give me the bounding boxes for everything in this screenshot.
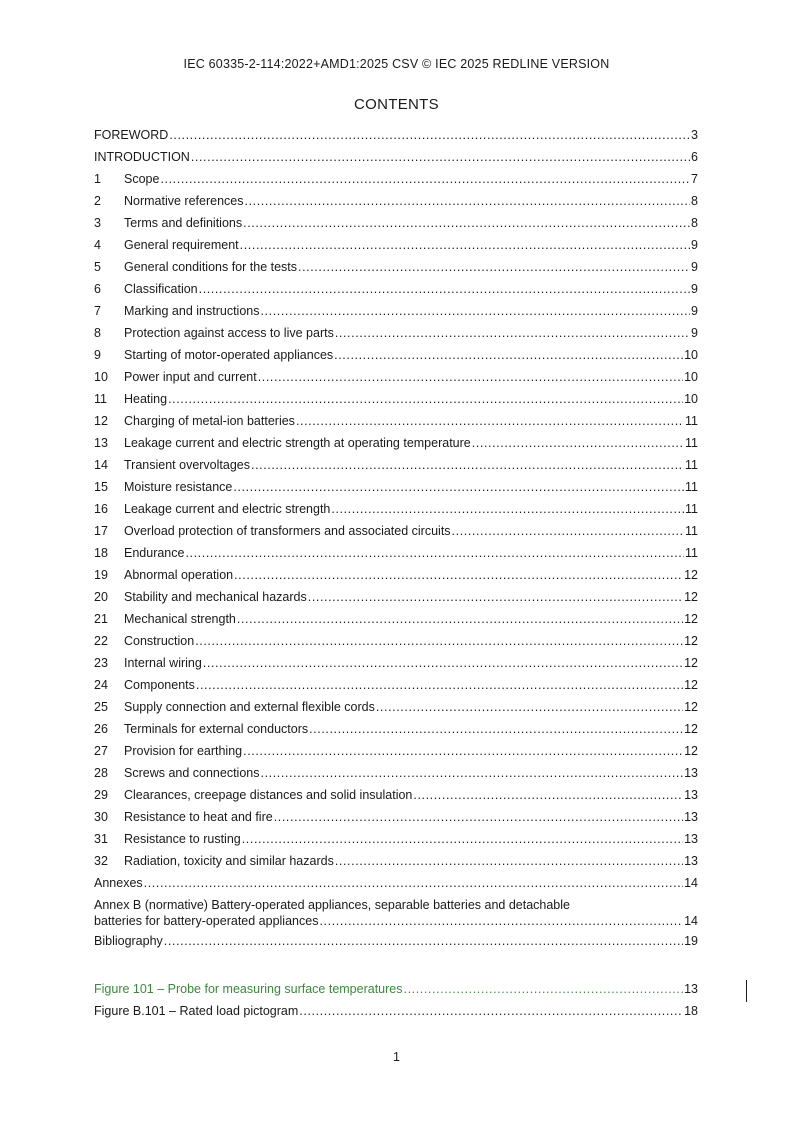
toc-entry-clause-21[interactable] [94, 608, 698, 630]
toc-entry-number: 29 [94, 788, 108, 802]
dot-leader [335, 850, 683, 872]
toc-entry-clause-8[interactable] [94, 322, 698, 344]
toc-entry-clause-26[interactable] [94, 718, 698, 740]
page-header: IEC 60335-2-114:2022+AMD1:2025 CSV © IEC 2025 REDLINE VERSION [183, 57, 610, 71]
toc-entry-title: Bibliography [94, 934, 163, 948]
toc-entry-title: Terminals for external conductors [124, 722, 309, 736]
dot-leader [258, 366, 683, 388]
dot-leader [404, 978, 684, 1000]
dot-leader [243, 212, 690, 234]
toc-entry-page: 14 [684, 914, 698, 928]
toc-entry-title: Internal wiring [124, 656, 202, 670]
dot-leader [233, 476, 684, 498]
toc-entry-title-line2: batteries for battery-operated appliances [94, 914, 319, 928]
toc-entry-title: Terms and definitions [124, 216, 243, 230]
toc-entry-foreword[interactable] [94, 124, 698, 146]
toc-entry-clause-24[interactable] [94, 674, 698, 696]
toc-entry-number: 9 [94, 348, 101, 362]
toc-entry-number: 11 [94, 392, 107, 406]
clause-list [94, 168, 698, 872]
toc-entry-page: 9 [691, 238, 698, 252]
dot-leader [234, 564, 683, 586]
dot-leader [251, 454, 684, 476]
toc-entry-page: 13 [684, 982, 698, 996]
dot-leader [185, 542, 684, 564]
toc-entry-clause-16[interactable] [94, 498, 698, 520]
toc-entry-number: 7 [94, 304, 101, 318]
toc-entry-page: 8 [691, 216, 698, 230]
toc-entry-clause-17[interactable] [94, 520, 698, 542]
toc-entry-title: Supply connection and external flexible cords [124, 700, 375, 714]
toc-entry-page: 13 [684, 854, 698, 868]
toc-entry-page: 14 [684, 876, 698, 890]
toc-entry-number: 25 [94, 700, 108, 714]
dot-leader [164, 930, 683, 952]
toc-entry-number: 20 [94, 590, 108, 604]
toc-entry-clause-13[interactable] [94, 432, 698, 454]
toc-entry-title: Endurance [124, 546, 185, 560]
toc-entry-page: 9 [691, 326, 698, 340]
toc-entry-title: Resistance to heat and fire [124, 810, 273, 824]
dot-leader [240, 234, 690, 256]
toc-entry-clause-19[interactable] [94, 564, 698, 586]
toc-entry-number: 27 [94, 744, 108, 758]
toc-entry-clause-20[interactable] [94, 586, 698, 608]
toc-entry-title: Protection against access to live parts [124, 326, 334, 340]
toc-entry-title: Normative references [124, 194, 244, 208]
toc-entry-page: 13 [684, 832, 698, 846]
toc-entry-title: Provision for earthing [124, 744, 243, 758]
contents-title: CONTENTS [354, 96, 439, 113]
toc-entry-title-line1: Annex B (normative) Battery-operated appliances, separable batteries and detachable [94, 898, 570, 912]
dot-leader [309, 718, 683, 740]
toc-entry-clause-3[interactable] [94, 212, 698, 234]
toc-entry-title: Annexes [94, 876, 143, 890]
dot-leader [203, 652, 683, 674]
toc-entry-introduction[interactable] [94, 146, 698, 168]
toc-entry-number: 18 [94, 546, 108, 560]
toc-entry-clause-30[interactable] [94, 806, 698, 828]
dot-leader [196, 674, 683, 696]
toc-entry-page: 3 [691, 128, 698, 142]
dot-leader [168, 388, 683, 410]
toc-entry-clause-23[interactable] [94, 652, 698, 674]
toc-entry-page: 12 [684, 568, 698, 582]
toc-entry-page: 11 [685, 436, 698, 450]
toc-entry-number: 21 [94, 612, 108, 626]
toc-entry-title: Moisture resistance [124, 480, 233, 494]
toc-entry-page: 13 [684, 810, 698, 824]
toc-entry-page: 7 [691, 172, 698, 186]
toc-entry-number: 10 [94, 370, 108, 384]
toc-entry-number: 14 [94, 458, 108, 472]
toc-entry-page: 8 [691, 194, 698, 208]
dot-leader [413, 784, 683, 806]
toc-entry-page: 9 [691, 260, 698, 274]
dot-leader [308, 586, 683, 608]
toc-entry-page: 13 [684, 788, 698, 802]
toc-entry-title: Classification [124, 282, 198, 296]
toc-entry-title: Leakage current and electric strength [124, 502, 331, 516]
toc-entry-title: Scope [124, 172, 160, 186]
toc-entry-page: 10 [684, 370, 698, 384]
dot-leader [169, 124, 690, 146]
toc-entry-title: General conditions for the tests [124, 260, 298, 274]
toc-entry-number: 17 [94, 524, 108, 538]
toc-entry-page: 10 [684, 392, 698, 406]
toc-entry-clause-4[interactable] [94, 234, 698, 256]
toc-entry-page: 12 [684, 700, 698, 714]
dot-leader [160, 168, 690, 190]
toc-entry-page: 9 [691, 304, 698, 318]
toc-entry-number: 28 [94, 766, 108, 780]
section-spacer [94, 952, 698, 978]
toc-entry-title: Radiation, toxicity and similar hazards [124, 854, 334, 868]
toc-entry-clause-5[interactable] [94, 256, 698, 278]
toc-entry-figure-b101[interactable] [94, 1000, 698, 1022]
toc-entry-title: Mechanical strength [124, 612, 236, 626]
toc-entry-page: 6 [691, 150, 698, 164]
toc-entry-title: Marking and instructions [124, 304, 260, 318]
toc-entry-page: 12 [684, 590, 698, 604]
toc-entry-clause-12[interactable] [94, 410, 698, 432]
table-of-contents [94, 124, 698, 1022]
toc-entry-number: 1 [94, 172, 101, 186]
toc-entry-title: Transient overvoltages [124, 458, 250, 472]
toc-entry-clause-9[interactable] [94, 344, 698, 366]
dot-leader [334, 344, 683, 366]
toc-entry-title: Abnormal operation [124, 568, 234, 582]
toc-entry-title: Components [124, 678, 195, 692]
toc-entry-clause-29[interactable] [94, 784, 698, 806]
toc-entry-title: Resistance to rusting [124, 832, 241, 846]
toc-entry-title: Heating [124, 392, 168, 406]
dot-leader [242, 828, 683, 850]
toc-entry-clause-22[interactable] [94, 630, 698, 652]
toc-entry-number: 26 [94, 722, 108, 736]
dot-leader [195, 630, 683, 652]
toc-entry-clause-28[interactable] [94, 762, 698, 784]
toc-entry-title: Leakage current and electric strength at operating temperature [124, 436, 471, 450]
toc-entry-figure-101[interactable] [94, 978, 698, 1000]
toc-entry-number: 24 [94, 678, 108, 692]
toc-entry-clause-1[interactable] [94, 168, 698, 190]
toc-entry-number: 16 [94, 502, 108, 516]
toc-entry-clause-10[interactable] [94, 366, 698, 388]
toc-entry-number: 30 [94, 810, 108, 824]
toc-entry-page: 11 [685, 502, 698, 516]
toc-entry-number: 5 [94, 260, 101, 274]
toc-entry-number: 4 [94, 238, 101, 252]
toc-entry-page: 18 [684, 1004, 698, 1018]
dot-leader [243, 740, 683, 762]
dot-leader [245, 190, 691, 212]
toc-entry-page: 12 [684, 634, 698, 648]
toc-entry-clause-2[interactable] [94, 190, 698, 212]
toc-entry-page: 12 [684, 722, 698, 736]
toc-entry-page: 12 [684, 744, 698, 758]
dot-leader [319, 913, 683, 930]
dot-leader [274, 806, 683, 828]
toc-entry-page: 11 [685, 524, 698, 538]
toc-entry-number: 15 [94, 480, 108, 494]
toc-entry-page: 10 [684, 348, 698, 362]
toc-entry-number: 8 [94, 326, 101, 340]
toc-entry-annexes[interactable] [94, 872, 698, 894]
dot-leader [298, 256, 690, 278]
dot-leader [260, 300, 690, 322]
toc-entry-number: 23 [94, 656, 108, 670]
dot-leader [472, 432, 684, 454]
dot-leader [191, 146, 690, 168]
toc-entry-title: General requirement [124, 238, 239, 252]
toc-entry-clause-18[interactable] [94, 542, 698, 564]
toc-entry-page: 11 [685, 458, 698, 472]
toc-entry-bibliography[interactable] [94, 930, 698, 952]
toc-entry-title: Construction [124, 634, 195, 648]
toc-entry-page: 11 [685, 480, 698, 494]
dot-leader [296, 410, 684, 432]
toc-entry-title: Power input and current [124, 370, 257, 384]
toc-entry-clause-14[interactable] [94, 454, 698, 476]
toc-entry-number: 12 [94, 414, 108, 428]
toc-entry-page: 19 [684, 934, 698, 948]
toc-entry-page: 11 [685, 546, 698, 560]
toc-entry-number: 19 [94, 568, 108, 582]
toc-entry-title: Figure B.101 – Rated load pictogram [94, 1004, 299, 1018]
dot-leader [452, 520, 684, 542]
toc-entry-page: 13 [684, 766, 698, 780]
toc-entry-title: Clearances, creepage distances and solid insulation [124, 788, 413, 802]
toc-entry-number: 2 [94, 194, 101, 208]
dot-leader [376, 696, 683, 718]
revision-change-bar [746, 980, 747, 1002]
toc-entry-title: Charging of metal-ion batteries [124, 414, 295, 428]
toc-entry-clause-11[interactable] [94, 388, 698, 410]
toc-entry-clause-15[interactable] [94, 476, 698, 498]
toc-entry-title: Starting of motor-operated appliances [124, 348, 334, 362]
toc-entry-clause-32[interactable] [94, 850, 698, 872]
toc-entry-number: 32 [94, 854, 108, 868]
page-number: 1 [393, 1050, 400, 1064]
toc-entry-title: Overload protection of transformers and associated circuits [124, 524, 451, 538]
toc-entry-page: 12 [684, 656, 698, 670]
dot-leader [237, 608, 683, 630]
toc-entry-number: 31 [94, 832, 108, 846]
toc-entry-title: Figure 101 – Probe for measuring surface temperatures [94, 982, 403, 996]
dot-leader [331, 498, 684, 520]
toc-entry-page: 12 [684, 612, 698, 626]
toc-entry-page: 11 [685, 414, 698, 428]
dot-leader [335, 322, 690, 344]
toc-entry-clause-31[interactable] [94, 828, 698, 850]
toc-entry-clause-25[interactable] [94, 696, 698, 718]
toc-entry-title: Stability and mechanical hazards [124, 590, 307, 604]
toc-entry-number: 13 [94, 436, 108, 450]
toc-entry-number: 22 [94, 634, 108, 648]
toc-entry-title: INTRODUCTION [94, 150, 190, 164]
toc-entry-clause-27[interactable] [94, 740, 698, 762]
toc-entry-title: FOREWORD [94, 128, 169, 142]
dot-leader [299, 1000, 683, 1022]
toc-entry-annex-b[interactable] [94, 894, 698, 930]
toc-entry-page: 12 [684, 678, 698, 692]
toc-entry-clause-7[interactable] [94, 300, 698, 322]
dot-leader [261, 762, 684, 784]
toc-entry-number: 6 [94, 282, 101, 296]
toc-entry-number: 3 [94, 216, 101, 230]
toc-entry-title: Screws and connections [124, 766, 260, 780]
dot-leader [199, 278, 690, 300]
toc-entry-page: 9 [691, 282, 698, 296]
toc-entry-clause-6[interactable] [94, 278, 698, 300]
dot-leader [144, 872, 683, 894]
